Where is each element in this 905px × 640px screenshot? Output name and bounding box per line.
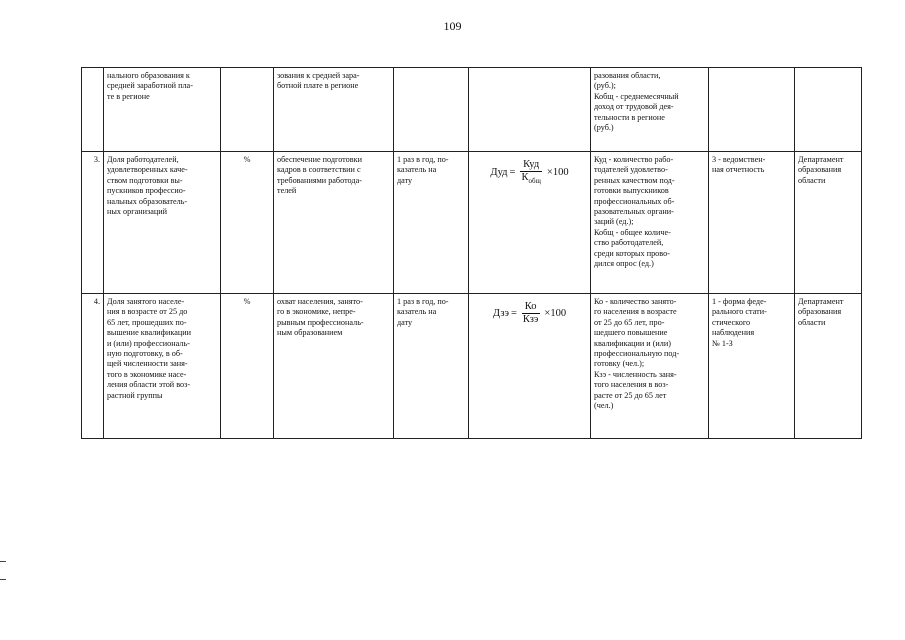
formula-fraction xyxy=(518,159,543,186)
formula-parameters: Куд - количество рабо- тодателей удовлетво- ренных качеством под- готовки выпускников профессиональных об- разовательных органи- заций (ед.); Кобщ - общее количе- ство работодателей, среди которых прово- дился опрос (ед.) xyxy=(591,152,709,294)
formula-equals: = xyxy=(509,166,516,178)
periodicity xyxy=(394,68,469,152)
formula-denominator: Кзэ xyxy=(522,314,539,326)
formula-cell xyxy=(469,294,591,439)
formula-cell xyxy=(469,152,591,294)
formula-denominator: $К_{общ}$ xyxy=(521,172,541,186)
formula-numerator: Куд xyxy=(520,159,542,172)
formula-parameters: разования области, (руб.); Кобщ - среднемесячный доход от трудовой дея- тельности в регионе (руб.) xyxy=(591,68,709,152)
formula-factor: ×100 xyxy=(546,166,569,178)
margin-mark xyxy=(0,561,6,562)
row-number: 3. xyxy=(82,152,104,294)
formula-lhs: Дзэ xyxy=(492,308,509,320)
data-source: 3 - ведомствен- ная отчетность xyxy=(709,152,795,294)
indicators-table xyxy=(81,67,862,439)
formula-numerator: Ко xyxy=(522,301,540,314)
indicator-name: нального образования к средней заработной пла- те в регионе xyxy=(104,68,221,152)
table-row xyxy=(82,68,862,152)
formula-equals: = xyxy=(510,308,517,320)
indicator-goal: зования к средней зара- ботной плате в регионе xyxy=(274,68,394,152)
page-number: 109 xyxy=(443,19,462,33)
indicator-name: Доля работодателей, удовлетворенных каче- ством подготовки вы- пускников профессио- нальных образователь- ных организаций xyxy=(104,152,221,294)
unit-of-measure xyxy=(221,68,274,152)
formula-cell xyxy=(469,68,591,152)
indicator-goal: охват населения, занято- го в экономике, непре- рывным профессиональ- ным образованием xyxy=(274,294,394,439)
table-row xyxy=(82,294,862,439)
indicator-goal: обеспечение подготовки кадров в соответствии с требованиями работода- телей xyxy=(274,152,394,294)
row-number xyxy=(82,68,104,152)
formula-fraction xyxy=(520,301,542,327)
margin-mark xyxy=(0,579,6,580)
periodicity: 1 раз в год, по- казатель на дату xyxy=(394,152,469,294)
row-number: 4. xyxy=(82,294,104,439)
unit-of-measure: % xyxy=(221,294,274,439)
responsible-body: Департамент образования области xyxy=(795,294,862,439)
data-source: 1 - форма феде- рального стати- стического наблюдения № 1-З xyxy=(709,294,795,439)
responsible-body: Департамент образования области xyxy=(795,152,862,294)
indicator-name: Доля занятого населе- ния в возрасте от 25 до 65 лет, прошедших по- вышение квалификации и (или) профессиональ- ную подготовку, в об- щей численности заня- того в экономике насе- ления области этой воз- растной группы xyxy=(104,294,221,439)
formula xyxy=(490,159,568,186)
formula xyxy=(493,301,566,327)
formula-parameters: Ко - количество занято- го населения в возрасте от 25 до 65 лет, про- шедшего повышение квалификации и (или) профессиональную под- готовку (чел.); Кзэ - численность заня- того населения в воз- расте от 25 до 65 лет (чел.) xyxy=(591,294,709,439)
formula-factor: ×100 xyxy=(544,308,567,320)
responsible-body xyxy=(795,68,862,152)
periodicity: 1 раз в год, по- казатель на дату xyxy=(394,294,469,439)
unit-of-measure: % xyxy=(221,152,274,294)
table-row xyxy=(82,152,862,294)
formula-denominator-subscript: общ xyxy=(528,177,541,186)
formula-lhs: Дуд xyxy=(490,166,508,178)
data-source xyxy=(709,68,795,152)
